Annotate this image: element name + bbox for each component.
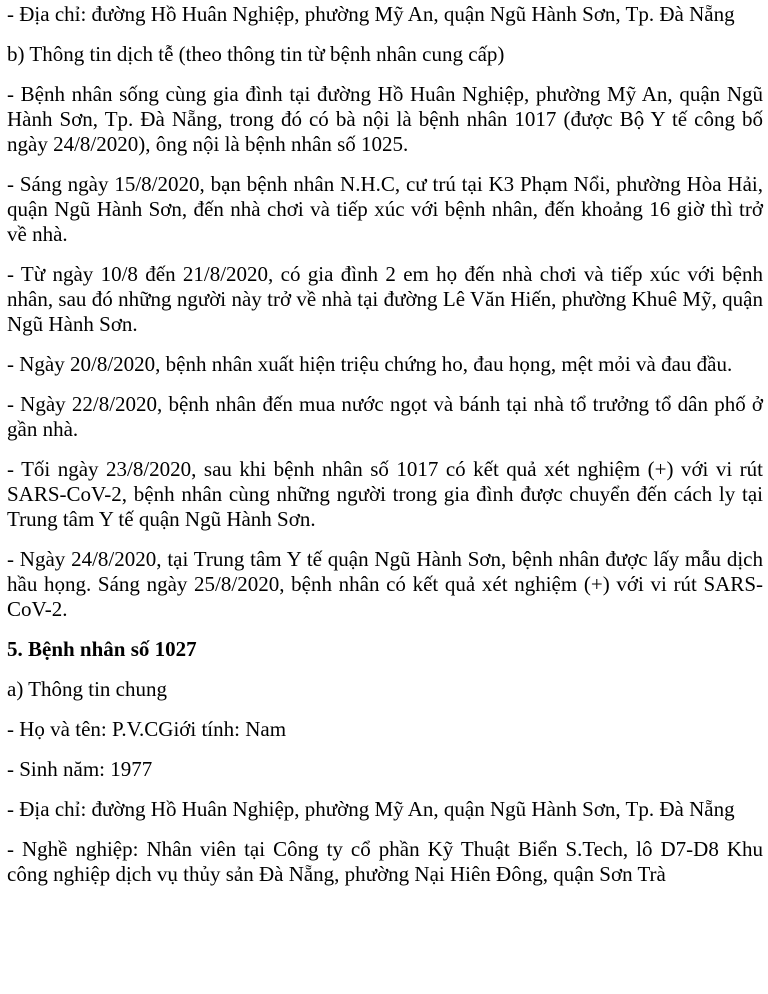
occupation-paragraph: - Nghề nghiệp: Nhân viên tại Công ty cổ phần Kỹ Thuật Biển S.Tech, lô D7-D8 Khu công nghiệp dịch vụ thủy sản Đà Nẵng, phường Nại Hiên Đông, quận Sơn Trà [7, 837, 763, 886]
patient-1027-heading: 5. Bệnh nhân số 1027 [7, 637, 197, 661]
name-gender-paragraph: - Họ và tên: P.V.CGiới tính: Nam [7, 717, 287, 741]
contact-friend-paragraph: - Sáng ngày 15/8/2020, bạn bệnh nhân N.H.C, cư trú tại K3 Phạm Nổi, phường Hòa Hải, quận Ngũ Hành Sơn, đến nhà chơi và tiếp xúc với bệnh nhân, đến khoảng 16 giờ thì trở về nhà. [7, 172, 763, 246]
document-page [7, 0, 763, 902]
family-paragraph: - Bệnh nhân sống cùng gia đình tại đường Hồ Huân Nghiệp, phường Mỹ An, quận Ngũ Hành Sơn, Tp. Đà Nẵng, trong đó có bà nội là bệnh nhân 1017 (được Bộ Y tế công bố ngày 24/8/2020), ông nội là bệnh nhân số 1025. [7, 82, 763, 156]
birth-year-paragraph: - Sinh năm: 1977 [7, 757, 153, 781]
contact-relatives-paragraph: - Từ ngày 10/8 đến 21/8/2020, có gia đình 2 em họ đến nhà chơi và tiếp xúc với bệnh nhân, sau đó những người này trở về nhà tại đường Lê Văn Hiến, phường Khuê Mỹ, quận Ngũ Hành Sơn. [7, 262, 763, 336]
test-result-paragraph: - Ngày 24/8/2020, tại Trung tâm Y tế quận Ngũ Hành Sơn, bệnh nhân được lấy mẫu dịch hầu họng. Sáng ngày 25/8/2020, bệnh nhân có kết quả xét nghiệm (+) với vi rút SARS-CoV-2. [7, 547, 763, 621]
general-info-label: a) Thông tin chung [7, 677, 168, 701]
shopping-paragraph: - Ngày 22/8/2020, bệnh nhân đến mua nước ngọt và bánh tại nhà tổ trưởng tổ dân phố ở gần nhà. [7, 392, 763, 441]
patient-address-paragraph: - Địa chỉ: đường Hồ Huân Nghiệp, phường Mỹ An, quận Ngũ Hành Sơn, Tp. Đà Nẵng [7, 797, 735, 821]
address-paragraph: - Địa chỉ: đường Hồ Huân Nghiệp, phường Mỹ An, quận Ngũ Hành Sơn, Tp. Đà Nẵng [7, 2, 735, 26]
symptoms-paragraph: - Ngày 20/8/2020, bệnh nhân xuất hiện triệu chứng ho, đau họng, mệt mỏi và đau đầu. [7, 352, 733, 376]
isolation-paragraph: - Tối ngày 23/8/2020, sau khi bệnh nhân số 1017 có kết quả xét nghiệm (+) với vi rút SARS-CoV-2, bệnh nhân cùng những người trong gia đình được chuyển đến cách ly tại Trung tâm Y tế quận Ngũ Hành Sơn. [7, 457, 763, 531]
epidemiology-section-label: b) Thông tin dịch tễ (theo thông tin từ bệnh nhân cung cấp) [7, 42, 505, 66]
